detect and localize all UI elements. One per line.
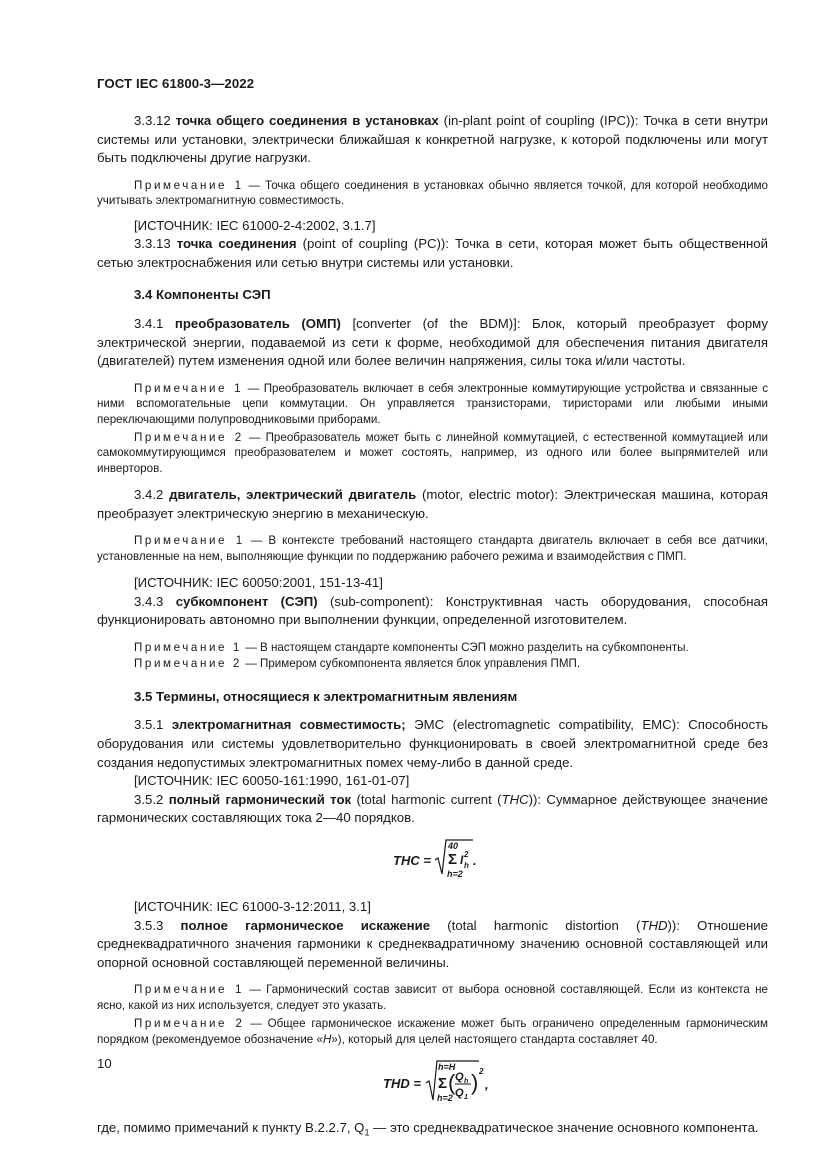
formula-end: , xyxy=(485,1076,489,1092)
fraction-numerator: Q xyxy=(455,1070,464,1083)
definition-3-5-1: 3.5.1 электромагнитная совместимость; ЭМС (electromagnetic compatibility, EMC): Способность оборудования или системы удовлетворительно функционировать в своей электромагнитной среде без создания недопустимых электромагнитных помех чему-либо в данной среде. xyxy=(97,717,768,770)
term: полное гармоническое искажение xyxy=(180,917,431,933)
sum-upper-limit: 40 xyxy=(448,840,459,851)
sigma-symbol: Σ xyxy=(448,850,458,868)
term: двигатель, электрический двигатель xyxy=(169,487,417,503)
formula-variable: I xyxy=(460,852,464,867)
sum-lower-limit: h=2 xyxy=(447,868,463,879)
formula-thd-svg xyxy=(383,1057,523,1107)
note-label: Примечание 1 xyxy=(134,640,242,654)
note-label: Примечание 1 xyxy=(134,983,245,997)
note-label: Примечание 2 xyxy=(134,1017,245,1031)
abbreviation: THD xyxy=(640,917,668,933)
sigma-symbol: Σ xyxy=(438,1074,448,1092)
sum-lower-limit: h=2 xyxy=(437,1092,453,1103)
note: Примечание 1 — Преобразователь включает в себя электронные коммутирующие устройства и связанные с ними вспомогательные цепи коммутации. Он управляется транзисторами, тиристорами или любыми иными переключающими полупроводниковыми приборами. xyxy=(97,381,768,426)
page-header-title: ГОСТ IEC 61800-3—2022 xyxy=(97,76,255,91)
source-reference: [ИСТОЧНИК: IEC 61000-2-4:2002, 3.1.7] xyxy=(134,217,376,233)
note: Примечание 1 — В контексте требований настоящего стандарта двигатель включает в себя все датчики, установленные на нем, выполняющие функции по поддержанию рабочего режима и взаимодействия с ПМП. xyxy=(97,534,768,563)
numerator-subscript: h xyxy=(464,1077,469,1085)
definition-3-3-12: 3.3.12 точка общего соединения в установках (in-plant point of coupling (IPC)): Точка в сети внутри системы или установки, электрически ближайшая к конкретной нагрузке, к которой подключены или могут быть подключены другие нагрузки. xyxy=(97,113,768,166)
fraction-denominator: Q xyxy=(455,1086,464,1099)
formula-lhs: THC = xyxy=(393,852,431,868)
formula-thc-svg xyxy=(393,836,513,882)
abbreviation: THC xyxy=(501,791,529,807)
note: Примечание 2 — Общее гармоническое искажение может быть ограничено определенным гармоническим порядком (рекомендуемое обозначение «H»), который для целей настоящего стандарта составляет 40. xyxy=(97,1017,768,1046)
definition-3-5-3: 3.5.3 полное гармоническое искажение (total harmonic distortion (THD)): Отношение среднеквадратичного значения гармоники к среднеквадратичному значению основной составляющей или опорной основной составляющей переменной величины. xyxy=(97,917,768,970)
note: Примечание 1 — Точка общего соединения в установках обычно является точкой, для которой необходимо учитывать электромагнитную совместимость. xyxy=(97,178,769,208)
note-label: Примечание 1 xyxy=(134,534,245,548)
page-content xyxy=(97,112,768,1142)
note: Примечание 1 — Гармонический состав зависит от выбора основной составляющей. Если из контекста не ясно, какой из них используется, следует это указать. xyxy=(97,983,768,1012)
note-label: Примечание 1 xyxy=(134,381,244,395)
section-heading-3-4: 3.4 Компоненты СЭП xyxy=(134,287,271,303)
left-paren: ( xyxy=(448,1069,456,1095)
formula-thd xyxy=(97,1055,768,1109)
note: Примечание 2 — Примером субкомпонента является блок управления ПМП. xyxy=(134,657,581,671)
section-heading-3-5: 3.5 Термины, относящиеся к электромагнитным явлениям xyxy=(134,688,518,704)
formula-superscript: 2 xyxy=(479,1066,484,1076)
formula-subscript: h xyxy=(464,860,469,870)
term: электромагнитная совместимость; xyxy=(171,717,406,733)
denominator-subscript: 1 xyxy=(464,1093,468,1101)
sum-upper-limit: h=H xyxy=(438,1061,456,1072)
term: субкомпонент (СЭП) xyxy=(175,593,318,609)
definition-3-4-1: 3.4.1 преобразователь (ОМП) [converter (of the BDM)]: Блок, который преобразует форму электрической энергии, подаваемой из сети к форме, необходимой для обеспечения питания двигателя (двигателей) путем изменения одной или более величин напряжения, силы тока и/или частоты. xyxy=(97,315,768,369)
term: преобразователь (ОМП) xyxy=(174,315,341,331)
formula-thc xyxy=(97,834,768,884)
term: полный гармонический ток xyxy=(168,791,352,807)
note: Примечание 1 — В настоящем стандарте компоненты СЭП можно разделить на субкомпоненты. xyxy=(134,640,689,654)
note-label: Примечание 2 xyxy=(134,657,242,671)
page-number: 10 xyxy=(97,1056,112,1071)
note-label: Примечание 2 xyxy=(134,430,244,444)
note: Примечание 2 — Преобразователь может быть с линейной коммутацией, с естественной коммутацией или самокоммутирующимся преобразователем и может состоять, например, из одного или более выпрямителей или инверторов. xyxy=(97,430,768,475)
right-paren: ) xyxy=(471,1069,479,1095)
definition-3-4-2: 3.4.2 двигатель, электрический двигатель (motor, electric motor): Электрическая машина, которая преобразует электрическую энергию в механическую. xyxy=(97,487,768,521)
final-statement: где, помимо примечаний к пункту B.2.2.7, $Q_1$ — это среднеквадратическое значение основного компонента. xyxy=(97,1119,759,1138)
term: точка общего соединения в установках xyxy=(175,113,439,128)
source-reference: [ИСТОЧНИК: IEC 61000-3-12:2011, 3.1] xyxy=(134,898,371,914)
formula-superscript: 2 xyxy=(464,849,469,859)
formula-lhs: THD = xyxy=(383,1075,421,1091)
definition-3-4-3: 3.4.3 субкомпонент (СЭП) (sub-component): Конструктивная часть оборудования, способная функционировать автономно при выполнении функции, определенной изготовителем. xyxy=(97,593,769,628)
definition-3-3-13: 3.3.13 точка соединения (point of coupling (PC)): Точка в сети, которая может быть общественной сетью электроснабжения или сетью внутри системы или установки. xyxy=(97,236,768,270)
source-reference: [ИСТОЧНИК: IEC 60050-161:1990, 161-01-07] xyxy=(134,773,410,789)
source-reference: [ИСТОЧНИК: IEC 60050:2001, 151-13-41] xyxy=(134,575,383,591)
note-label: Примечание 1 xyxy=(134,178,244,192)
term: точка соединения xyxy=(176,236,297,252)
definition-3-5-2: 3.5.2 полный гармонический ток (total harmonic current (THC)): Суммарное действующее значение гармонических составляющих тока 2—40 порядков. xyxy=(97,791,769,826)
formula-end: . xyxy=(473,852,477,868)
